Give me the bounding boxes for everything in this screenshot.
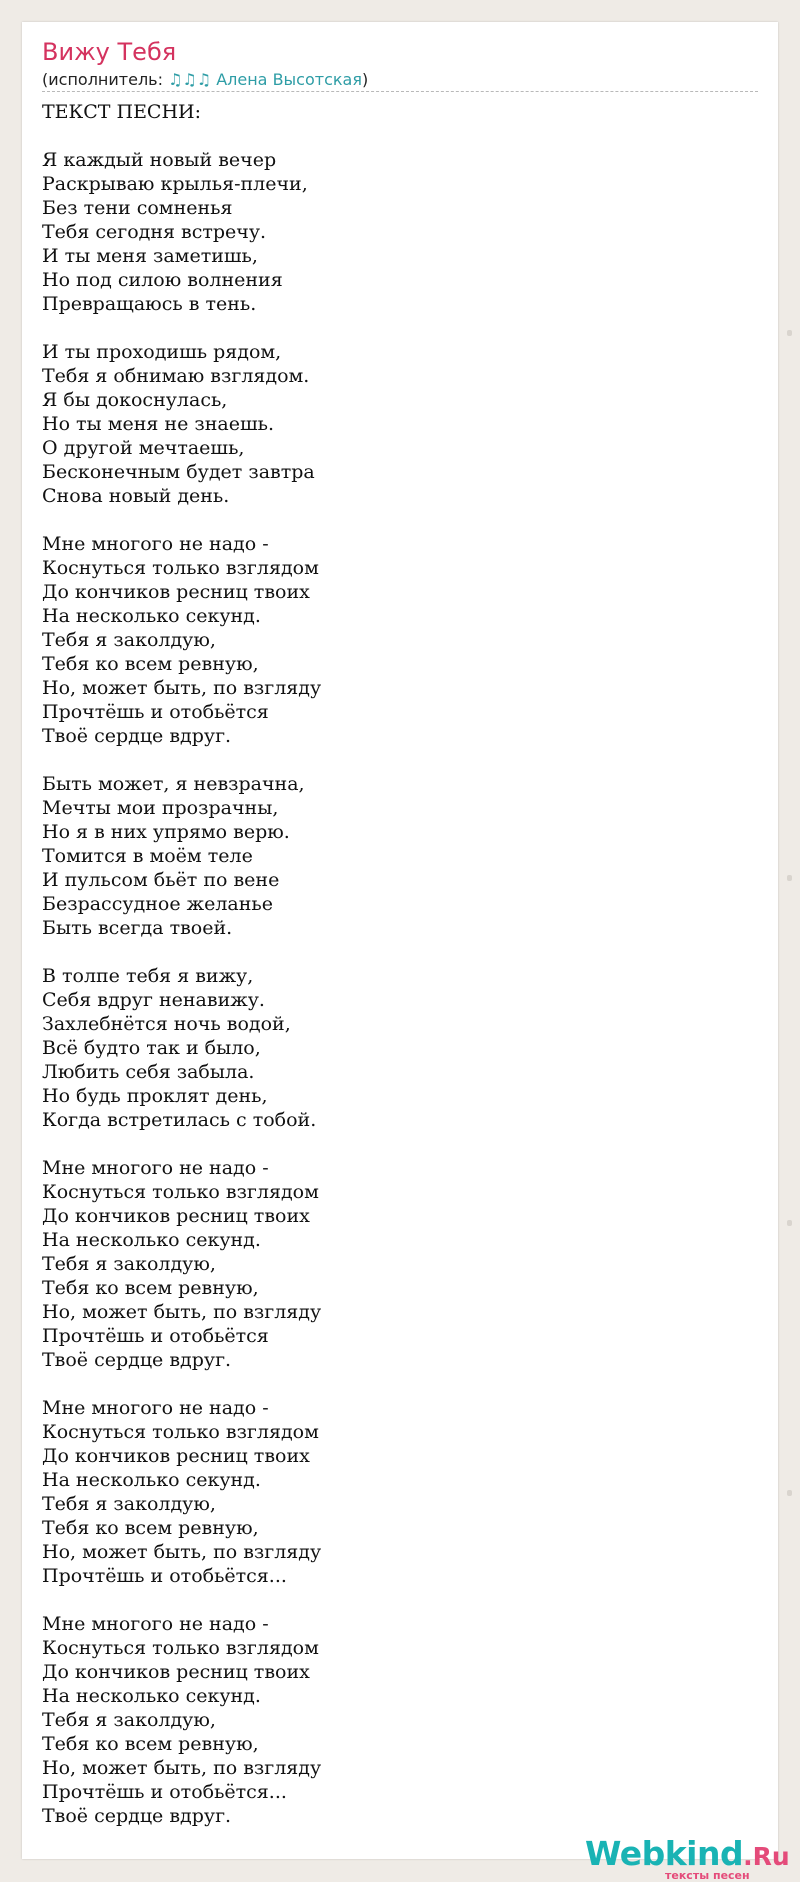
lyrics-line: Мне многого не надо - (42, 1157, 269, 1179)
lyrics-line: Но, может быть, по взгляду (42, 1757, 322, 1779)
lyrics-line: Коснуться только взглядом (42, 1637, 319, 1659)
lyrics-line: Тебя сегодня встречу. (42, 221, 267, 243)
lyrics-line: Тебя я обнимаю взглядом. (42, 365, 310, 387)
lyrics-heading: ТЕКСТ ПЕСНИ: (42, 101, 202, 123)
lyrics-line: Тебя я заколдую, (42, 629, 216, 651)
lyrics-stanza (42, 532, 742, 748)
logo-tagline: тексты песен (665, 1869, 750, 1882)
page-edge-mark (787, 1220, 792, 1226)
lyrics-line: Твоё сердце вдруг. (42, 725, 232, 747)
lyrics-line: Когда встретилась с тобой. (42, 1109, 317, 1131)
lyrics-line: Томится в моём теле (42, 845, 253, 867)
lyrics-line: Твоё сердце вдруг. (42, 1805, 232, 1827)
lyrics-line: Мне многого не надо - (42, 1397, 269, 1419)
lyrics-line: Тебя ко всем ревную, (42, 1733, 259, 1755)
lyrics-line: Без тени сомненья (42, 197, 233, 219)
lyrics-stanza (42, 1156, 742, 1372)
lyrics-line: Всё будто так и было, (42, 1037, 261, 1059)
lyrics-line: До кончиков ресниц твоих (42, 1205, 310, 1227)
lyrics-line: Прочтёшь и отобьётся (42, 701, 269, 723)
lyrics-line: Я бы докоснулась, (42, 389, 228, 411)
lyrics-line: Быть всегда твоей. (42, 917, 233, 939)
lyrics-line: Раскрываю крылья-плечи, (42, 173, 308, 195)
logo-tld: .Ru (743, 1842, 790, 1871)
artist-link[interactable]: ♫♫♫ Алена Высотская (168, 70, 362, 89)
lyrics-line: Мечты мои прозрачны, (42, 797, 279, 819)
page-edge-mark (787, 1490, 792, 1496)
lyrics-line: Но будь проклят день, (42, 1085, 268, 1107)
artist-prefix: (исполнитель: (42, 70, 169, 89)
lyrics-line: О другой мечтаешь, (42, 437, 245, 459)
lyrics-line: И ты меня заметишь, (42, 245, 258, 267)
lyrics-line: Тебя я заколдую, (42, 1253, 216, 1275)
lyrics-line: И ты проходишь рядом, (42, 341, 282, 363)
lyrics-stanza (42, 1396, 742, 1588)
lyrics-line: Прочтёшь и отобьётся... (42, 1565, 287, 1587)
lyrics-stanza (42, 1612, 742, 1828)
logo-wordmark: Webkind (585, 1834, 744, 1873)
lyrics-line: Но, может быть, по взгляду (42, 677, 322, 699)
lyrics-line: Любить себя забыла. (42, 1061, 255, 1083)
lyrics-line: Прочтёшь и отобьётся... (42, 1781, 287, 1803)
lyrics-body (42, 100, 742, 1852)
lyrics-line: Бесконечным будет завтра (42, 461, 315, 483)
lyrics-line: Тебя ко всем ревную, (42, 1517, 259, 1539)
lyrics-line: До кончиков ресниц твоих (42, 1445, 310, 1467)
lyrics-line: Коснуться только взглядом (42, 1421, 319, 1443)
site-logo[interactable] (585, 1834, 790, 1882)
lyrics-line: На несколько секунд. (42, 1229, 261, 1251)
lyrics-line: Безрассудное желанье (42, 893, 273, 915)
lyrics-line: Но под силою волнения (42, 269, 283, 291)
lyrics-line: В толпе тебя я вижу, (42, 965, 254, 987)
lyrics-line: Захлебнётся ночь водой, (42, 1013, 291, 1035)
lyrics-line: Коснуться только взглядом (42, 557, 319, 579)
lyrics-line: Мне многого не надо - (42, 1613, 269, 1635)
lyrics-line: Тебя ко всем ревную, (42, 653, 259, 675)
lyrics-line: Я каждый новый вечер (42, 149, 277, 171)
lyrics-line: Тебя ко всем ревную, (42, 1277, 259, 1299)
lyrics-line: Но ты меня не знаешь. (42, 413, 275, 435)
lyrics-line: Превращаюсь в тень. (42, 293, 257, 315)
lyrics-line: Но, может быть, по взгляду (42, 1301, 322, 1323)
lyrics-stanza (42, 964, 742, 1132)
lyrics-line: Тебя я заколдую, (42, 1709, 216, 1731)
lyrics-line: До кончиков ресниц твоих (42, 581, 310, 603)
lyrics-line: И пульсом бьёт по вене (42, 869, 280, 891)
lyrics-line: Снова новый день. (42, 485, 230, 507)
page-edge-mark (787, 875, 792, 881)
page-edge-mark (787, 330, 792, 336)
lyrics-line: Себя вдруг ненавижу. (42, 989, 265, 1011)
artist-suffix: ) (361, 70, 369, 89)
lyrics-line: На несколько секунд. (42, 1685, 261, 1707)
lyrics-line: Мне многого не надо - (42, 533, 269, 555)
artist-line (42, 70, 758, 92)
lyrics-stanza (42, 340, 742, 508)
lyrics-stanza (42, 772, 742, 940)
lyrics-card (22, 22, 790, 1882)
lyrics-line: Прочтёшь и отобьётся (42, 1325, 269, 1347)
lyrics-line: Твоё сердце вдруг. (42, 1349, 232, 1371)
lyrics-stanza (42, 148, 742, 316)
lyrics-line: Коснуться только взглядом (42, 1181, 319, 1203)
lyrics-line: На несколько секунд. (42, 605, 261, 627)
lyrics-line: Но я в них упрямо верю. (42, 821, 290, 843)
lyrics-line: На несколько секунд. (42, 1469, 261, 1491)
song-title: Вижу Тебя (42, 38, 177, 66)
lyrics-line: Быть может, я невзрачна, (42, 773, 305, 795)
lyrics-line: Тебя я заколдую, (42, 1493, 216, 1515)
lyrics-line: Но, может быть, по взгляду (42, 1541, 322, 1563)
lyrics-line: До кончиков ресниц твоих (42, 1661, 310, 1683)
